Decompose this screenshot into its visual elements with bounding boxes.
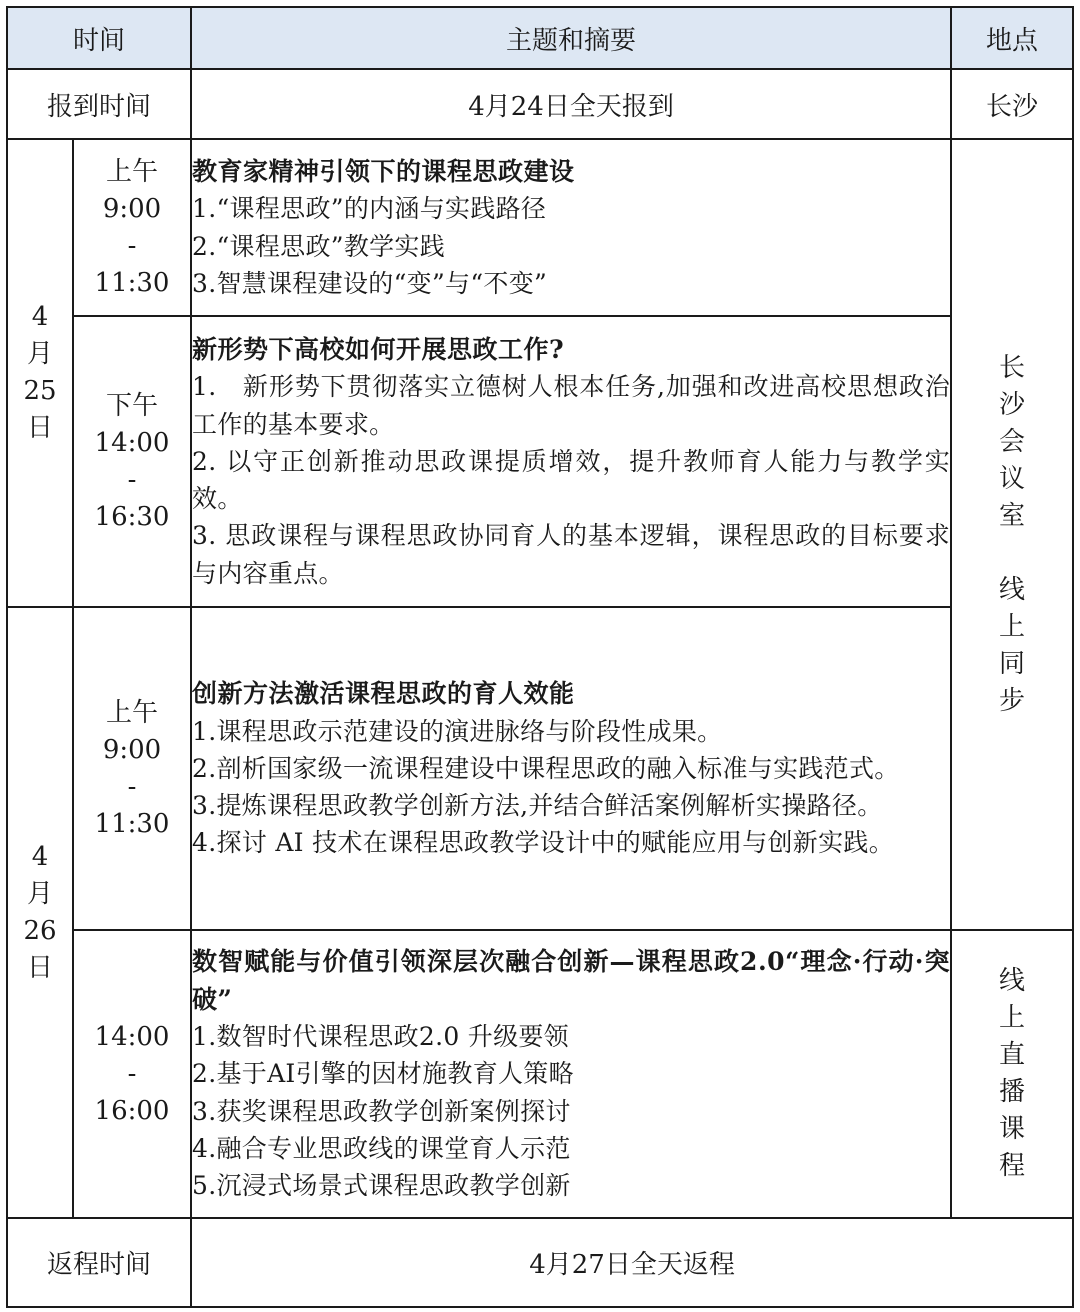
header-row (7, 7, 1073, 69)
time-line: 11:30 (94, 267, 170, 298)
day-char: 25 (23, 376, 57, 406)
time-line: - (127, 771, 137, 802)
session-time (73, 139, 191, 316)
day-char: 26 (23, 915, 57, 946)
session-item: 4.融合专业思政线的课堂育人示范 (192, 1133, 571, 1163)
session-item: 1.课程思政示范建设的演进脉络与阶段性成果。 (192, 716, 723, 746)
session-item: 2.剖析国家级一流课程建设中课程思政的融入标准与实践范式。 (192, 753, 900, 783)
location-char: 直 (999, 1040, 1026, 1070)
time-line: 上午 (106, 697, 159, 728)
time-line: 上午 (106, 156, 159, 187)
session-title: 新形势下高校如何开展思政工作? (192, 334, 565, 364)
time-line: 16:30 (94, 501, 170, 532)
time-line: 14:00 (94, 1021, 170, 1052)
session-item: 1. 新形势下贯彻落实立德树人根本任务,加强和改进高校思想政治工作的基本要求。 (192, 372, 951, 439)
day-cell-25 (7, 139, 73, 607)
day-char: 4 (31, 841, 49, 872)
location-char: 长 (999, 352, 1026, 383)
time-line: - (127, 1058, 137, 1089)
time-line: 11:30 (94, 808, 170, 839)
session-item: 3.智慧课程建设的“变”与“不变” (192, 268, 548, 298)
location-char: 步 (999, 685, 1026, 716)
time-line: - (127, 464, 137, 495)
day-char: 月 (26, 339, 53, 369)
registration-label: 报到时间 (7, 69, 191, 139)
location-cell-main (951, 139, 1073, 930)
location-char: 线 (999, 574, 1026, 605)
registration-row (7, 69, 1073, 139)
location-char: 课 (999, 1114, 1026, 1144)
day-char: 日 (26, 952, 53, 983)
location-char: 程 (999, 1151, 1026, 1181)
session-item: 4.探讨 AI 技术在课程思政教学设计中的赋能应用与创新实践。 (192, 828, 894, 858)
location-char: 沙 (999, 389, 1026, 420)
time-line: - (127, 230, 137, 261)
location-char: 议 (999, 463, 1026, 494)
session-row (7, 930, 1073, 1218)
day-char: 日 (26, 413, 53, 443)
session-topic (191, 139, 951, 316)
location-char: 播 (999, 1077, 1026, 1107)
session-item: 1.数智时代课程思政2.0 升级要领 (192, 1022, 569, 1052)
location-char: 室 (999, 500, 1026, 531)
session-item: 3.提炼课程思政教学创新方法,并结合鲜活案例解析实操路径。 (192, 791, 883, 821)
location-gap (952, 535, 1072, 572)
time-line: 14:00 (94, 427, 170, 458)
header-location: 地点 (951, 7, 1073, 69)
session-row (7, 139, 1073, 316)
day-char: 月 (26, 878, 53, 909)
location-char: 线 (999, 966, 1026, 996)
session-time (73, 316, 191, 607)
location-cell-online (951, 930, 1073, 1218)
session-title: 数智赋能与价值引领深层次融合创新—课程思政2.0“理念·行动·突破” (192, 947, 951, 1014)
time-line: 16:00 (94, 1095, 170, 1126)
session-item: 5.沉浸式场景式课程思政教学创新 (192, 1171, 571, 1201)
session-item: 3. 思政课程与课程思政协同育人的基本逻辑，课程思政的目标要求与内容重点。 (192, 521, 951, 588)
session-topic (191, 607, 951, 930)
session-row (7, 607, 1073, 930)
session-topic (191, 930, 951, 1218)
session-item: 2. 以守正创新推动思政课提质增效，提升教师育人能力与教学实效。 (192, 446, 951, 514)
time-line: 下午 (106, 390, 159, 421)
location-char: 会 (999, 426, 1026, 457)
day-cell-26 (7, 607, 73, 1218)
registration-content: 4月24日全天报到 (191, 69, 951, 139)
header-time: 时间 (7, 7, 191, 69)
header-topic: 主题和摘要 (191, 7, 951, 69)
return-row (7, 1218, 1073, 1307)
return-label: 返程时间 (7, 1218, 191, 1307)
session-item: 2.基于AI引擎的因材施教育人策略 (192, 1059, 574, 1089)
location-char: 上 (999, 1003, 1026, 1033)
session-time (73, 930, 191, 1218)
time-line: 9:00 (102, 193, 162, 224)
day-char: 4 (31, 302, 49, 332)
session-title: 教育家精神引领下的课程思政建设 (192, 156, 575, 186)
return-content: 4月27日全天返程 (191, 1218, 1073, 1307)
session-row (7, 316, 1073, 607)
schedule-table (6, 6, 1074, 1308)
session-topic (191, 316, 951, 607)
session-item: 2.“课程思政”教学实践 (192, 231, 446, 261)
session-time (73, 607, 191, 930)
time-line: 9:00 (102, 734, 162, 765)
location-char: 上 (999, 611, 1026, 642)
session-title: 创新方法激活课程思政的育人效能 (192, 679, 575, 709)
location-char: 同 (999, 648, 1026, 679)
registration-location: 长沙 (951, 69, 1073, 139)
session-item: 3.获奖课程思政教学创新案例探讨 (192, 1096, 571, 1126)
session-item: 1.“课程思政”的内涵与实践路径 (192, 194, 547, 224)
